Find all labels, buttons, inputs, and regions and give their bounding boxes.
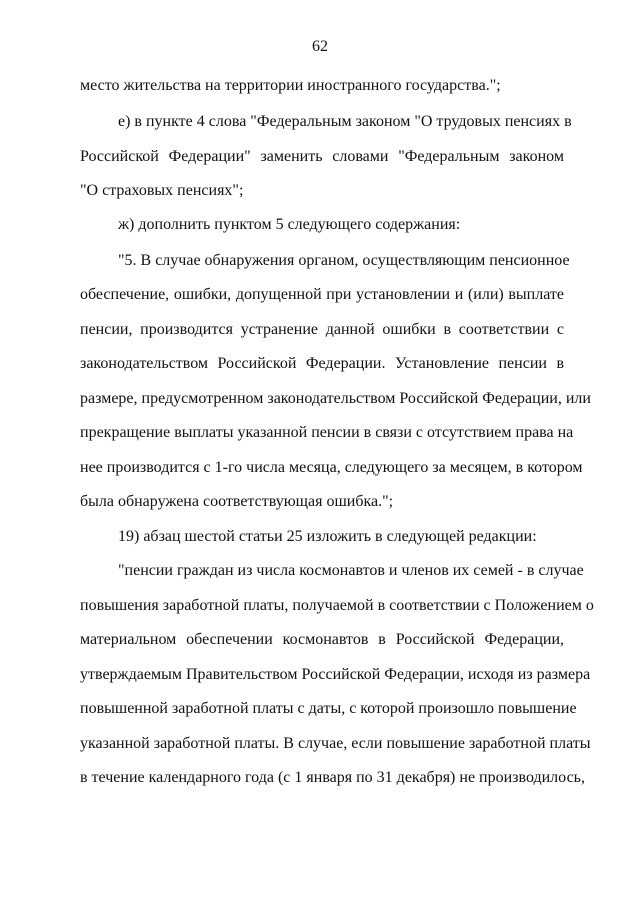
text-line: была обнаружена соответствующая ошибка.";: [80, 493, 394, 510]
text-line: "5. В случае обнаружения органом, осуществляющим пенсионное: [118, 252, 570, 269]
text-line: повышенной заработной платы с даты, с которой произошло повышение: [80, 700, 577, 717]
text-line: в течение календарного года (с 1 января по 31 декабря) не производилось,: [80, 769, 585, 786]
text-line: "О страховых пенсиях";: [80, 182, 244, 199]
text-line: нее производится с 1-го числа месяца, следующего за месяцем, в котором: [80, 459, 583, 476]
text-line: указанной заработной платы. В случае, если повышение заработной платы: [80, 735, 591, 752]
text-line: "пенсии граждан из числа космонавтов и членов их семей - в случае: [118, 562, 584, 579]
text-line: размере, предусмотренном законодательством Российской Федерации, или: [80, 390, 591, 407]
text-line: е) в пункте 4 слова "Федеральным законом "О трудовых пенсиях в: [118, 113, 572, 130]
text-line: пенсии, производится устранение данной ошибки в соответствии с: [80, 321, 564, 338]
text-line: 19) абзац шестой статьи 25 изложить в следующей редакции:: [118, 528, 537, 545]
page-number: 62: [312, 38, 328, 55]
text-line: повышения заработной платы, получаемой в соответствии с Положением о: [80, 597, 594, 614]
text-line: утверждаемым Правительством Российской Федерации, исходя из размера: [80, 666, 591, 683]
text-line: Российской Федерации" заменить словами "Федеральным законом: [80, 148, 564, 165]
text-line: материальном обеспечении космонавтов в Российской Федерации,: [80, 631, 564, 648]
text-line: ж) дополнить пунктом 5 следующего содержания:: [118, 216, 461, 233]
text-line: обеспечение, ошибки, допущенной при установлении и (или) выплате: [80, 286, 564, 303]
text-line: законодательством Российской Федерации. Установление пенсии в: [80, 355, 564, 372]
text-line: прекращение выплаты указанной пенсии в связи с отсутствием права на: [80, 424, 574, 441]
text-line: место жительства на территории иностранного государства.";: [80, 77, 501, 94]
